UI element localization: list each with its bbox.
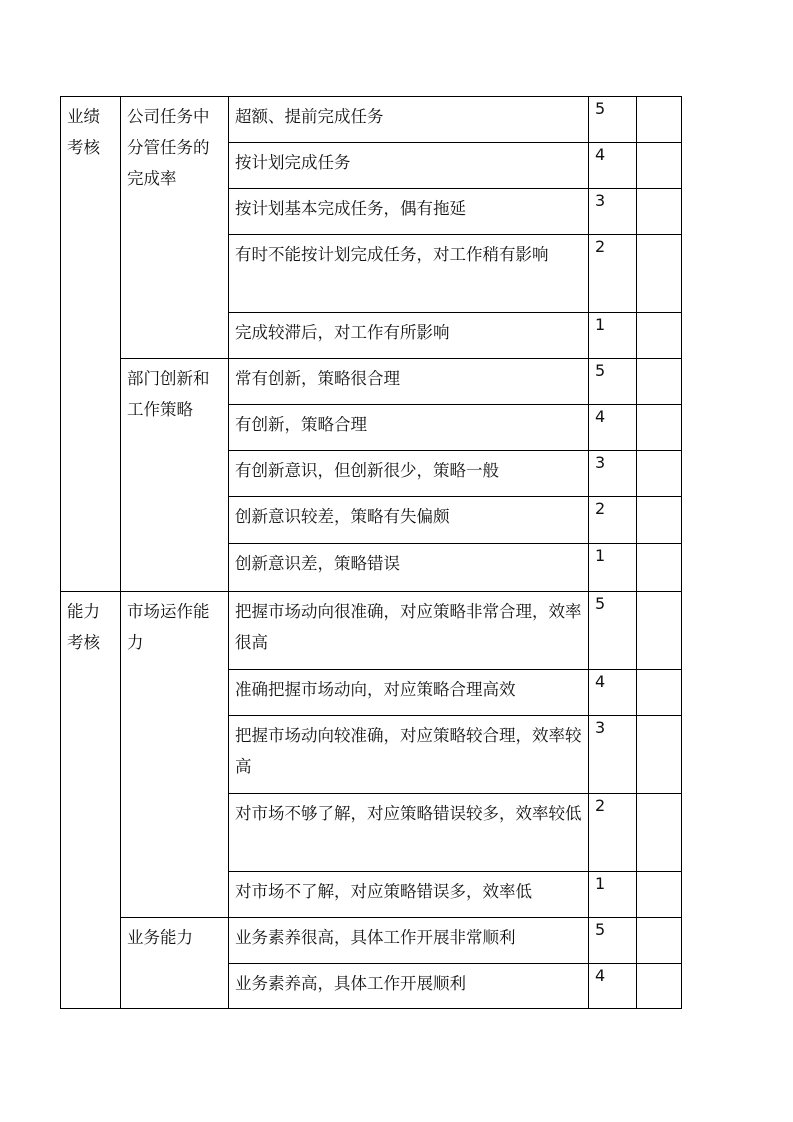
score-cell: 5 xyxy=(589,97,637,143)
score-cell: 1 xyxy=(589,872,637,918)
level-description-cell: 按计划基本完成任务，偶有拖延 xyxy=(229,189,589,235)
rating-input-cell[interactable] xyxy=(637,918,682,964)
level-description-cell: 超额、提前完成任务 xyxy=(229,97,589,143)
score-cell: 3 xyxy=(589,451,637,497)
score-cell: 3 xyxy=(589,189,637,235)
level-description-cell: 有创新，策略合理 xyxy=(229,405,589,451)
score-cell: 2 xyxy=(589,794,637,872)
rating-input-cell[interactable] xyxy=(637,794,682,872)
category-cell: 能力考核 xyxy=(61,592,121,1009)
rating-input-cell[interactable] xyxy=(637,497,682,544)
score-cell: 4 xyxy=(589,964,637,1009)
score-cell: 3 xyxy=(589,716,637,794)
item-name-cell: 市场运作能力 xyxy=(121,592,229,918)
rating-input-cell[interactable] xyxy=(637,872,682,918)
item-name-cell: 业务能力 xyxy=(121,918,229,1009)
table-row xyxy=(61,918,682,964)
score-cell: 5 xyxy=(589,592,637,670)
rating-input-cell[interactable] xyxy=(637,97,682,143)
level-description-cell: 对市场不够了解，对应策略错误较多，效率较低 xyxy=(229,794,589,872)
score-cell: 2 xyxy=(589,497,637,544)
rating-input-cell[interactable] xyxy=(637,235,682,313)
level-description-cell: 准确把握市场动向，对应策略合理高效 xyxy=(229,670,589,716)
score-cell: 1 xyxy=(589,544,637,592)
rating-input-cell[interactable] xyxy=(637,670,682,716)
score-cell: 4 xyxy=(589,143,637,189)
level-description-cell: 常有创新，策略很合理 xyxy=(229,359,589,405)
rating-input-cell[interactable] xyxy=(637,359,682,405)
rating-input-cell[interactable] xyxy=(637,189,682,235)
rating-input-cell[interactable] xyxy=(637,405,682,451)
rating-input-cell[interactable] xyxy=(637,143,682,189)
score-cell: 5 xyxy=(589,359,637,405)
level-description-cell: 把握市场动向很准确，对应策略非常合理，效率很高 xyxy=(229,592,589,670)
level-description-cell: 业务素养很高，具体工作开展非常顺利 xyxy=(229,918,589,964)
category-cell: 业绩考核 xyxy=(61,97,121,592)
rating-input-cell[interactable] xyxy=(637,544,682,592)
level-description-cell: 创新意识差，策略错误 xyxy=(229,544,589,592)
item-name-cell: 部门创新和工作策略 xyxy=(121,359,229,592)
rating-input-cell[interactable] xyxy=(637,716,682,794)
score-cell: 2 xyxy=(589,235,637,313)
table-row xyxy=(61,97,682,143)
level-description-cell: 有时不能按计划完成任务，对工作稍有影响 xyxy=(229,235,589,313)
level-description-cell: 把握市场动向较准确，对应策略较合理，效率较高 xyxy=(229,716,589,794)
rating-input-cell[interactable] xyxy=(637,313,682,359)
score-cell: 4 xyxy=(589,670,637,716)
level-description-cell: 有创新意识，但创新很少，策略一般 xyxy=(229,451,589,497)
table-row xyxy=(61,592,682,670)
table-row xyxy=(61,359,682,405)
item-name-cell: 公司任务中分管任务的完成率 xyxy=(121,97,229,359)
rating-input-cell[interactable] xyxy=(637,451,682,497)
rating-input-cell[interactable] xyxy=(637,964,682,1009)
score-cell: 4 xyxy=(589,405,637,451)
level-description-cell: 业务素养高，具体工作开展顺利 xyxy=(229,964,589,1009)
level-description-cell: 完成较滞后，对工作有所影响 xyxy=(229,313,589,359)
level-description-cell: 按计划完成任务 xyxy=(229,143,589,189)
evaluation-table xyxy=(60,96,682,1009)
score-cell: 5 xyxy=(589,918,637,964)
level-description-cell: 对市场不了解，对应策略错误多，效率低 xyxy=(229,872,589,918)
level-description-cell: 创新意识较差，策略有失偏颇 xyxy=(229,497,589,544)
score-cell: 1 xyxy=(589,313,637,359)
rating-input-cell[interactable] xyxy=(637,592,682,670)
